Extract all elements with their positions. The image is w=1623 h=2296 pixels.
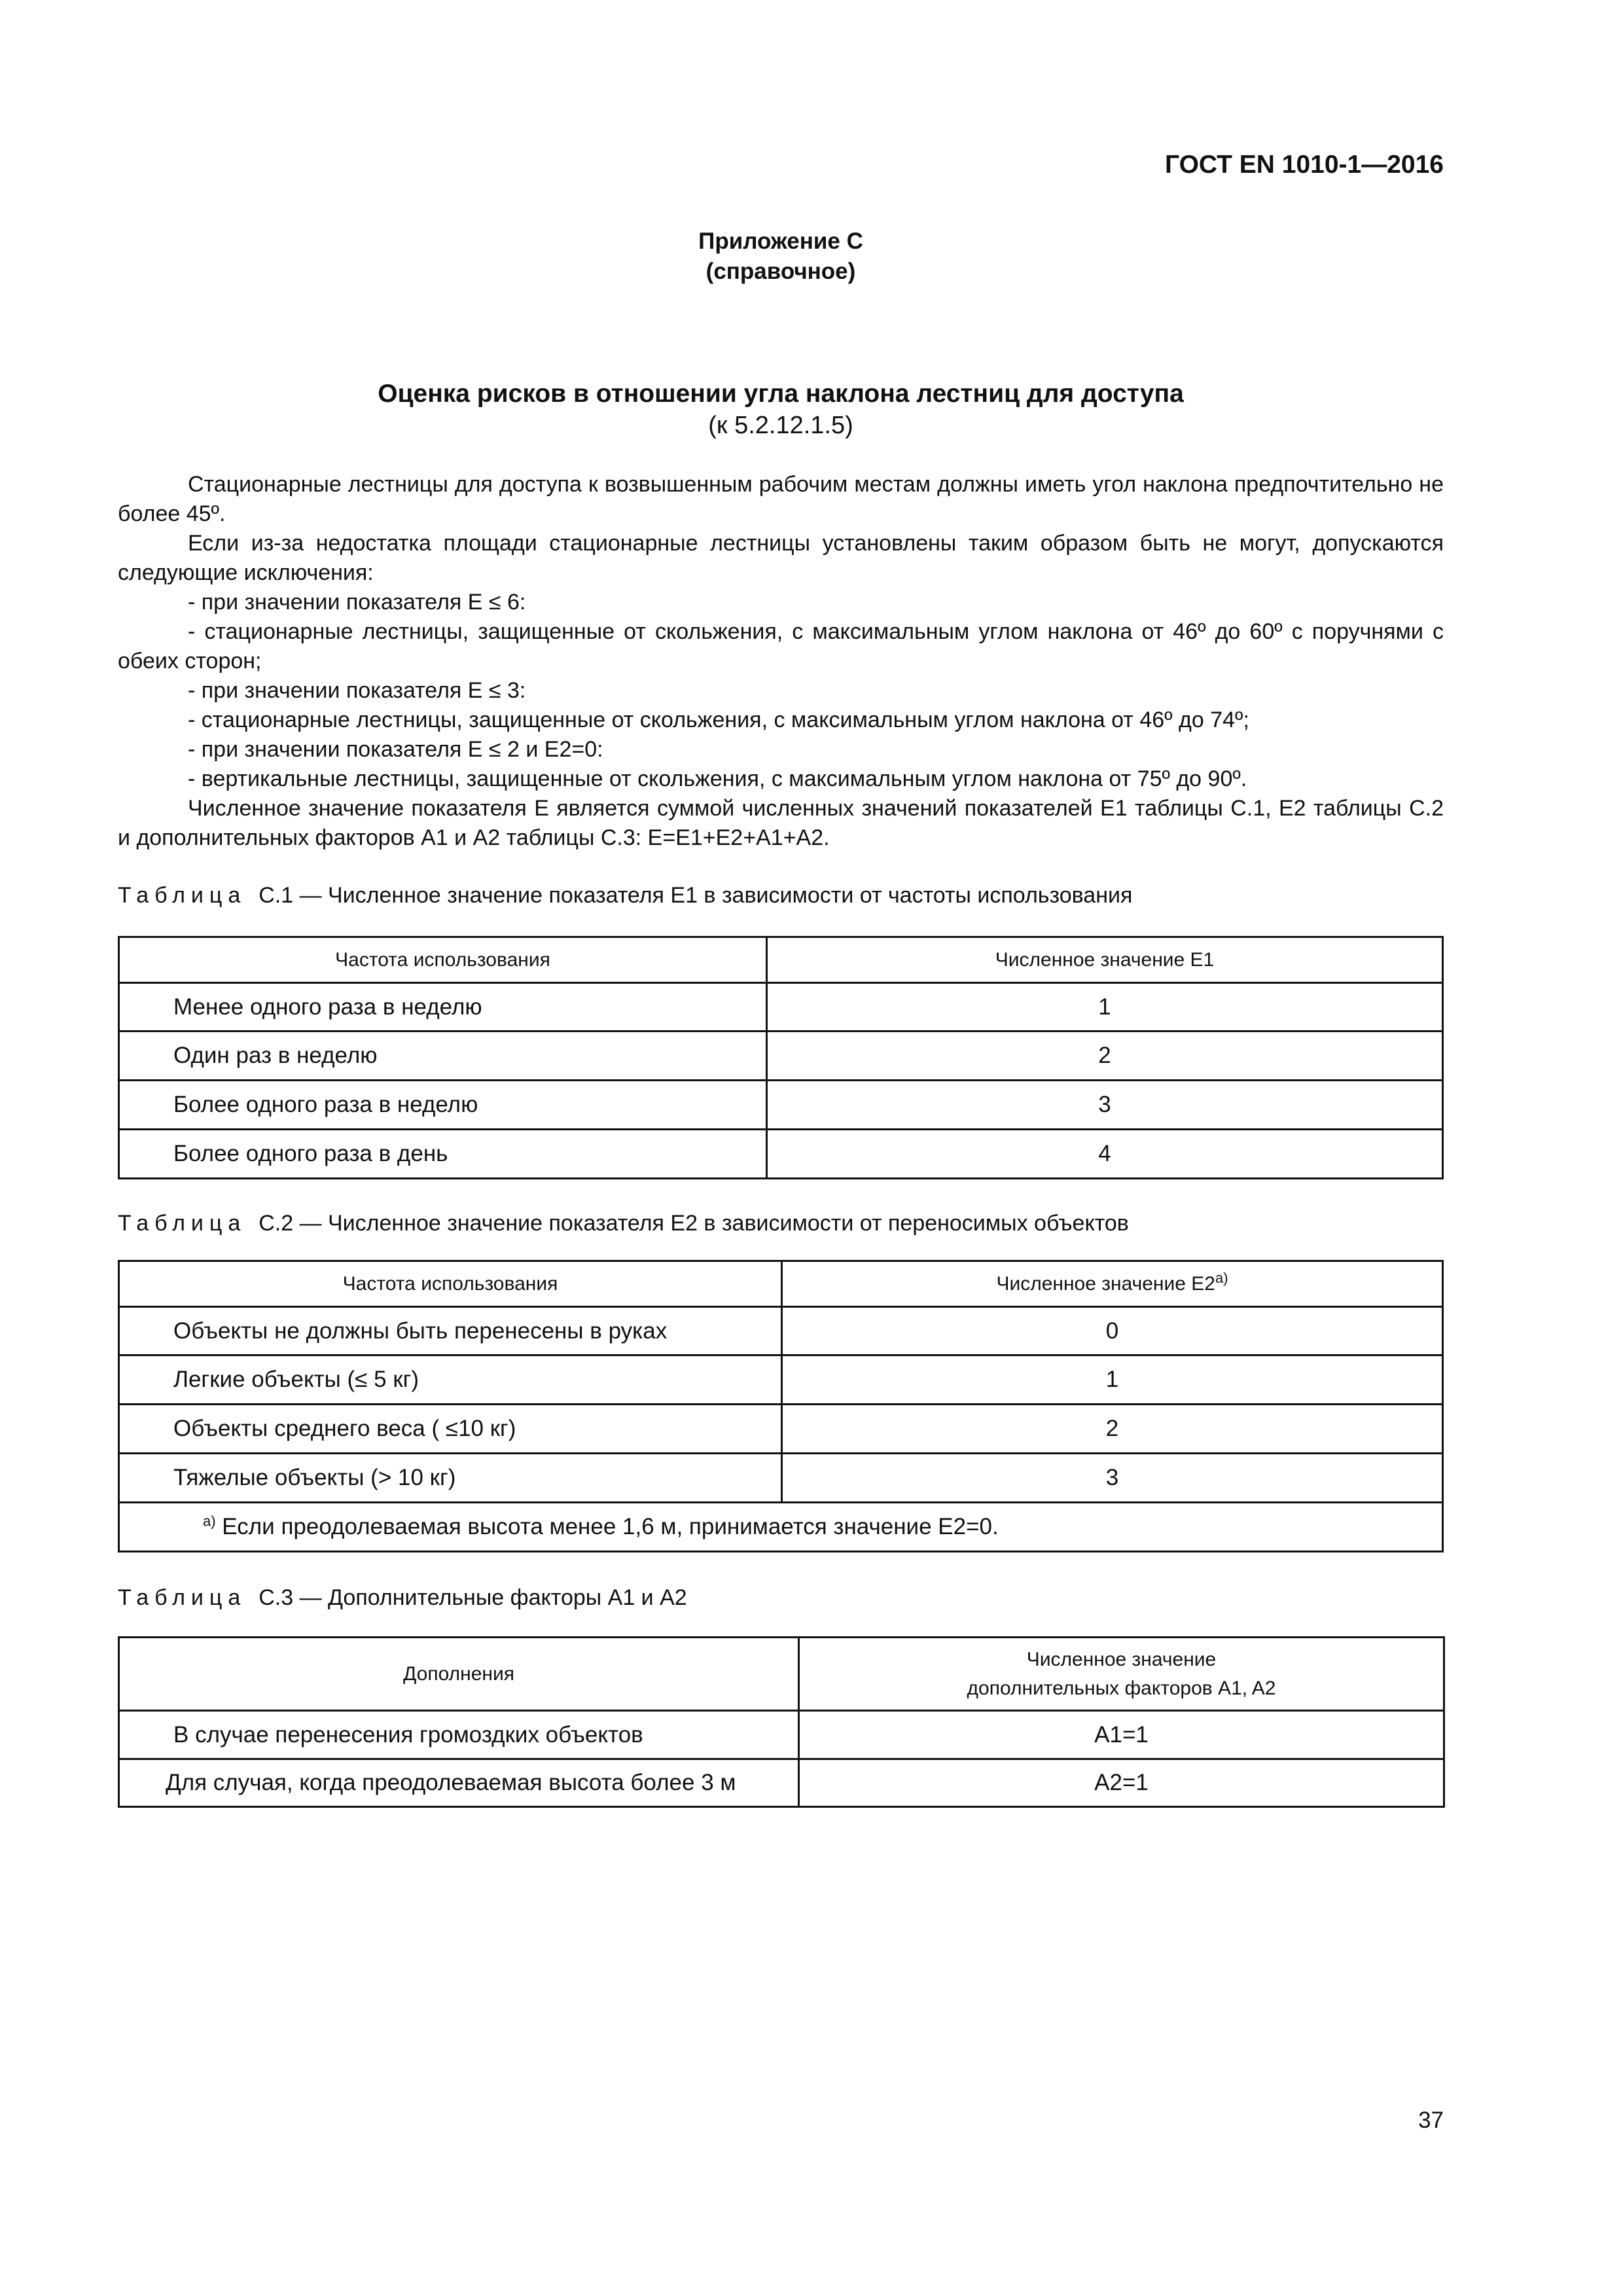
list-item: - стационарные лестницы, защищенные от скольжения, с максимальным углом наклона от 46º до 60º с поручнями с обеих сторон;	[118, 619, 1444, 673]
table-row	[119, 1454, 1443, 1503]
paragraph: Численное значение показателя E является суммой численных значений показателей E1 таблицы C.1, E2 таблицы C.2 и дополнительных факторов A1 и A2 таблицы C.3: E=E1+E2+A1+A2.	[118, 796, 1444, 850]
table2-cell: Легкие объекты (≤ 5 кг)	[119, 1355, 782, 1405]
body-text	[118, 470, 1444, 853]
table2-cell: 3	[782, 1454, 1443, 1503]
section-title: Оценка рисков в отношении угла наклона лестниц для доступа	[378, 380, 1184, 408]
table-row	[119, 1031, 1443, 1081]
table2-header-text: Численное значение E2	[996, 1272, 1215, 1295]
table3-cell: Для случая, когда преодолеваемая высота более 3 м	[119, 1759, 799, 1807]
table2-footnote	[119, 1503, 1443, 1552]
table2-caption-text: C.2 — Численное значение показателя E2 в зависимости от переносимых объектов	[259, 1211, 1129, 1236]
table1-cell: 1	[767, 983, 1443, 1031]
page-number: 37	[1418, 2108, 1444, 2133]
table3-cell: A2=1	[799, 1759, 1444, 1807]
section-reference: (к 5.2.12.1.5)	[708, 412, 853, 439]
table2-caption-word: Таблица	[118, 1211, 247, 1236]
table1-header: Частота использования	[119, 937, 767, 983]
table-row	[119, 1711, 1444, 1759]
table-row	[119, 1355, 1443, 1405]
table2-cell: Тяжелые объекты (> 10 кг)	[119, 1454, 782, 1503]
table3-header	[799, 1638, 1444, 1711]
table2-footnote-mark: a)	[203, 1513, 216, 1530]
list-item: - стационарные лестницы, защищенные от скольжения, с максимальным углом наклона от 46º до 74º;	[188, 708, 1249, 732]
annex-heading	[118, 226, 1444, 287]
table2-footnote-text: Если преодолеваемая высота менее 1,6 м, принимается значение E2=0.	[222, 1514, 999, 1539]
table1-cell: 2	[767, 1031, 1443, 1081]
table1-cell: 3	[767, 1081, 1443, 1130]
table1-cell: Менее одного раза в неделю	[119, 983, 767, 1031]
paragraph: Если из-за недостатка площади стационарные лестницы установлены таким образом быть не могут, допускаются следующие исключения:	[118, 531, 1444, 585]
table-row	[119, 1130, 1443, 1179]
table-row	[119, 1081, 1443, 1130]
table3-header-line: Численное значение	[1026, 1648, 1217, 1670]
table2-cell: 0	[782, 1307, 1443, 1355]
table2-header: Частота использования	[119, 1261, 782, 1307]
table2-cell: 1	[782, 1355, 1443, 1405]
table3-caption	[118, 1583, 1444, 1612]
table3-header: Дополнения	[119, 1638, 799, 1711]
table3-cell: A1=1	[799, 1711, 1444, 1759]
table2-cell: Объекты среднего веса ( ≤10 кг)	[119, 1405, 782, 1454]
table-footnote-row	[119, 1503, 1443, 1552]
table2-header-footnote-mark: a)	[1215, 1269, 1228, 1286]
table1	[118, 936, 1444, 1179]
table3-caption-word: Таблица	[118, 1585, 247, 1610]
table2-caption	[118, 1209, 1444, 1238]
list-item: - при значении показателя E ≤ 2 и E2=0:	[188, 737, 603, 762]
table-row	[119, 1759, 1444, 1807]
table1-caption-word: Таблица	[118, 883, 247, 908]
table-row	[119, 983, 1443, 1031]
table2-header	[782, 1261, 1443, 1307]
list-item: - при значении показателя E ≤ 6:	[188, 590, 526, 615]
table2-cell: 2	[782, 1405, 1443, 1454]
table3-caption-text: C.3 — Дополнительные факторы A1 и A2	[259, 1585, 687, 1610]
table1-cell: 4	[767, 1130, 1443, 1179]
table1-header: Численное значение E1	[767, 937, 1443, 983]
list-item: - вертикальные лестницы, защищенные от скольжения, с максимальным углом наклона от 75º до 90º.	[188, 766, 1247, 791]
table1-cell: Один раз в неделю	[119, 1031, 767, 1081]
table1-caption	[118, 881, 1444, 910]
table1-cell: Более одного раза в день	[119, 1130, 767, 1179]
table1-cell: Более одного раза в неделю	[119, 1081, 767, 1130]
table2-cell: Объекты не должны быть перенесены в руках	[119, 1307, 782, 1355]
table3	[118, 1636, 1445, 1808]
table3-cell: В случае перенесения громоздких объектов	[119, 1711, 799, 1759]
annex-kind: (справочное)	[705, 259, 856, 284]
table-row	[119, 1307, 1443, 1355]
list-item: - при значении показателя E ≤ 3:	[188, 678, 526, 703]
annex-title: Приложение C	[698, 228, 863, 254]
table-row	[119, 1405, 1443, 1454]
table2	[118, 1260, 1444, 1552]
table3-header-line: дополнительных факторов A1, A2	[967, 1677, 1276, 1699]
standard-designation: ГОСТ EN 1010-1—2016	[1165, 151, 1444, 179]
table1-caption-text: C.1 — Численное значение показателя E1 в зависимости от частоты использования	[259, 883, 1133, 908]
paragraph: Стационарные лестницы для доступа к возвышенным рабочим местам должны иметь угол наклона предпочтительно не более 45º.	[118, 472, 1444, 526]
